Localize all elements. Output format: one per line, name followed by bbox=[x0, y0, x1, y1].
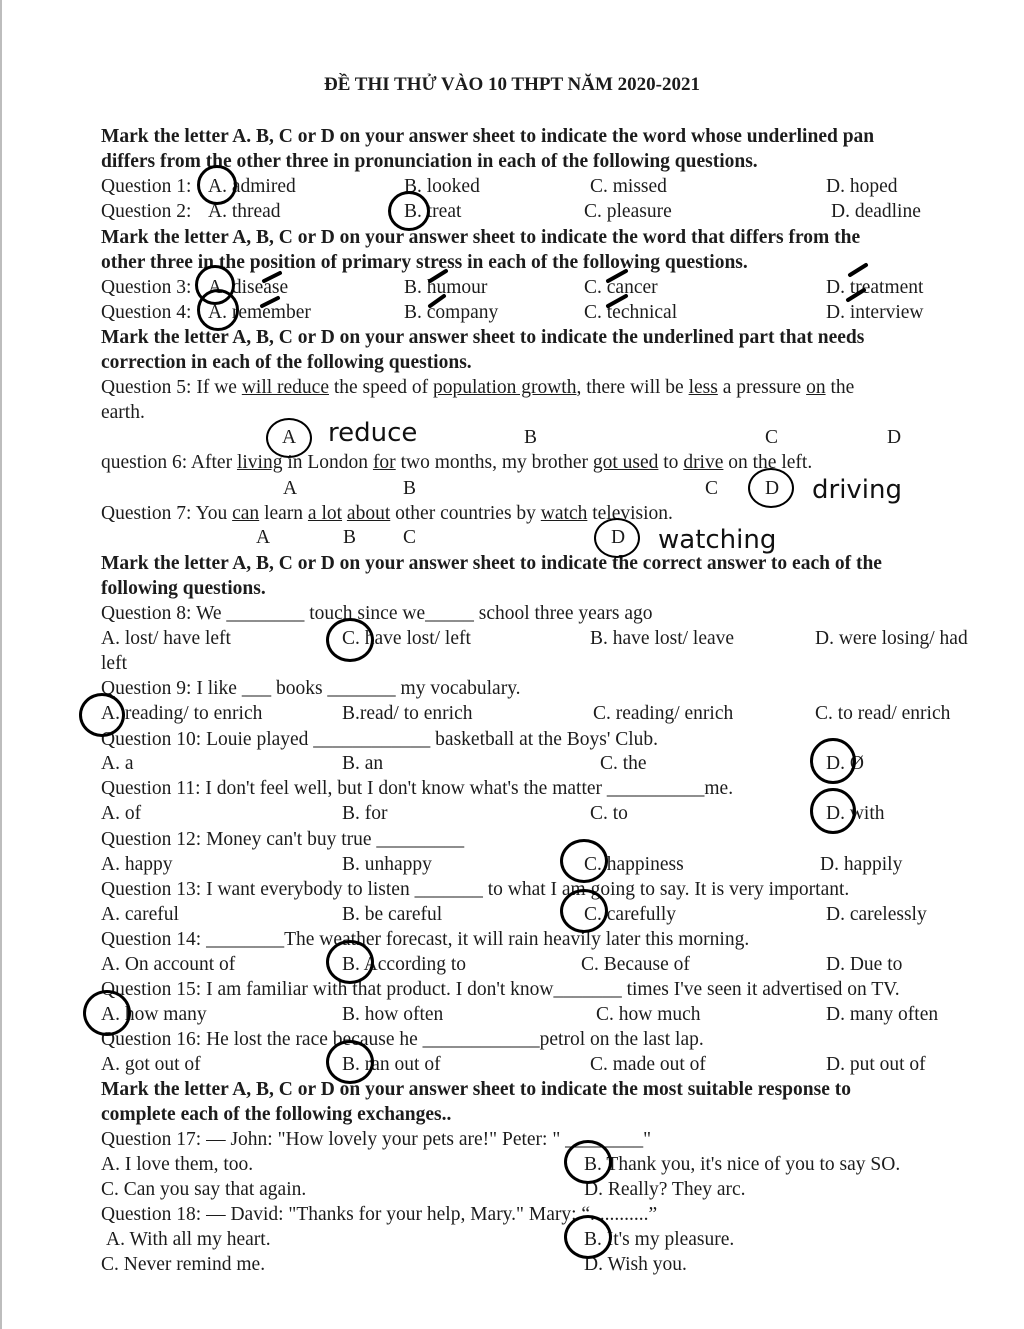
option-a: A. With all my heart. bbox=[106, 1229, 271, 1250]
option-b: B. be careful bbox=[342, 904, 443, 925]
option-b: B. for bbox=[342, 803, 388, 824]
section-instruction: Mark the letter A, B, C or D on your answer sheet to indicate the correct answer to each of the bbox=[101, 553, 882, 574]
option-d: D. put out of bbox=[826, 1054, 926, 1075]
option-a: A. admired bbox=[208, 176, 296, 197]
option-b: B. treat bbox=[404, 201, 462, 222]
option-d: D. interview bbox=[826, 302, 924, 323]
section-instruction: differs from the other three in pronunciation in each of the following questions. bbox=[101, 151, 758, 172]
section-instruction: complete each of the following exchanges.. bbox=[101, 1104, 452, 1125]
question-label: Question 4: bbox=[101, 302, 192, 323]
page-edge bbox=[0, 0, 2, 1329]
option-d: D. hoped bbox=[826, 176, 898, 197]
option-c: C. made out of bbox=[590, 1054, 706, 1075]
option-a: A. remember bbox=[208, 302, 311, 323]
option-b: B. looked bbox=[404, 176, 480, 197]
option-c: C. how much bbox=[596, 1004, 701, 1025]
option-b: B. It's my pleasure. bbox=[584, 1229, 735, 1250]
section-instruction: following questions. bbox=[101, 578, 266, 599]
option-d: C. to read/ enrich bbox=[815, 703, 951, 724]
option-b: B. unhappy bbox=[342, 854, 432, 875]
option-a: A. lost/ have left bbox=[101, 628, 231, 649]
question-stem: Question 9: I like ___ books _______ my vocabulary. bbox=[101, 678, 521, 699]
letter-b: B bbox=[343, 527, 357, 548]
question-label: Question 3: bbox=[101, 277, 192, 298]
option-b: B. have lost/ leave bbox=[590, 628, 735, 649]
section-instruction: Mark the letter A, B, C or D on your answer sheet to indicate the underlined part that needs bbox=[101, 327, 865, 348]
option-d: D. treatment bbox=[826, 277, 924, 298]
option-a: A. I love them, too. bbox=[101, 1154, 254, 1175]
answer-circle-mark bbox=[326, 1040, 374, 1084]
option-d: D. Ø bbox=[826, 753, 864, 774]
answer-circle-mark bbox=[564, 1215, 612, 1259]
option-c: C. pleasure bbox=[584, 201, 672, 222]
answer-circle-mark bbox=[560, 839, 608, 883]
option-b: B. how often bbox=[342, 1004, 444, 1025]
page-title: ĐỀ THI THỬ VÀO 10 THPT NĂM 2020-2021 bbox=[323, 74, 700, 95]
option-b: B. humour bbox=[404, 277, 488, 298]
answer-circle-mark bbox=[564, 1140, 612, 1184]
option-d: D. Wish you. bbox=[584, 1254, 687, 1275]
question-stem: Question 15: I am familiar with that product. I don't know_______ times I've seen it advertised on TV. bbox=[101, 979, 900, 1000]
option-a: A. happy bbox=[101, 854, 173, 875]
letter-c: C bbox=[403, 527, 417, 548]
option-a: A. disease bbox=[208, 277, 289, 298]
option-b: B. an bbox=[342, 753, 384, 774]
handwritten-correction: watching bbox=[658, 525, 777, 555]
option-b: B. Thank you, it's nice of you to say SO. bbox=[584, 1154, 901, 1175]
question-5-sentence: Question 5: If we will reduce the speed of population growth, there will be less a pressure on the bbox=[101, 377, 855, 398]
option-c: C. reading/ enrich bbox=[593, 703, 734, 724]
handwritten-correction: reduce bbox=[328, 418, 418, 448]
option-b: B. ran out of bbox=[342, 1054, 441, 1075]
handwritten-correction: driving bbox=[812, 475, 903, 505]
option-d: D. were losing/ had bbox=[815, 628, 968, 649]
option-c: C. missed bbox=[590, 176, 667, 197]
option-c: C. technical bbox=[584, 302, 678, 323]
option-c: C. Never remind me. bbox=[101, 1254, 266, 1275]
answer-circle-mark bbox=[326, 940, 374, 984]
answer-circle-mark bbox=[79, 693, 125, 737]
option-a: A. thread bbox=[208, 201, 281, 222]
option-c: C. carefully bbox=[584, 904, 677, 925]
option-d: D. with bbox=[826, 803, 885, 824]
option-c: C. Can you say that again. bbox=[101, 1179, 307, 1200]
question-7-sentence: Question 7: You can learn a lot about other countries by watch television. bbox=[101, 503, 673, 524]
question-stem: Question 11: I don't feel well, but I don't know what's the matter __________me. bbox=[101, 778, 734, 799]
letter-b: B bbox=[524, 427, 538, 448]
question-stem: Question 17: — John: "How lovely your pets are!" Peter: " ________" bbox=[101, 1129, 652, 1150]
option-a: A. got out of bbox=[101, 1054, 201, 1075]
option-c: C. happiness bbox=[584, 854, 684, 875]
section-instruction: Mark the letter A. B, C or D on your answer sheet to indicate the word whose underlined pan bbox=[101, 126, 875, 147]
option-a: A. how many bbox=[101, 1004, 207, 1025]
answer-circle-mark bbox=[326, 618, 374, 662]
option-c: C. cancer bbox=[584, 277, 658, 298]
option-d-cont: left bbox=[101, 653, 127, 674]
answer-circle-mark bbox=[748, 468, 794, 508]
answer-circle-mark bbox=[266, 418, 312, 458]
answer-circle-mark bbox=[810, 738, 856, 784]
option-b: B. company bbox=[404, 302, 499, 323]
letter-c: C bbox=[765, 427, 779, 448]
option-a: A. On account of bbox=[101, 954, 236, 975]
option-a: A. a bbox=[101, 753, 134, 774]
option-d: D. happily bbox=[820, 854, 903, 875]
letter-a: A bbox=[256, 527, 271, 548]
option-c: C. Because of bbox=[581, 954, 690, 975]
letter-a: A bbox=[283, 478, 298, 499]
option-d: D. deadline bbox=[831, 201, 921, 222]
question-stem: Question 8: We ________ touch since we_____ school three years ago bbox=[101, 603, 653, 624]
letter-b: B bbox=[403, 478, 417, 499]
option-d: D. Due to bbox=[826, 954, 903, 975]
option-b: B. According to bbox=[342, 954, 467, 975]
question-label: Question 2: bbox=[101, 201, 192, 222]
answer-circle-mark bbox=[197, 289, 239, 331]
option-d: D. many often bbox=[826, 1004, 939, 1025]
answer-circle-mark bbox=[83, 990, 131, 1036]
option-b: B.read/ to enrich bbox=[342, 703, 473, 724]
option-d: D. carelessly bbox=[826, 904, 927, 925]
answer-circle-mark bbox=[388, 191, 430, 231]
question-label: Question 1: bbox=[101, 176, 192, 197]
answer-circle-mark bbox=[197, 165, 237, 205]
question-stem: Question 16: He lost the race because he ____________petrol on the last lap. bbox=[101, 1029, 704, 1050]
letter-d: D bbox=[611, 527, 626, 548]
section-instruction: Mark the letter A, B, C or D on your answer sheet to indicate the word that differs from the bbox=[101, 227, 861, 248]
question-stem: Question 12: Money can't buy true _________ bbox=[101, 829, 465, 850]
option-c: C. the bbox=[600, 753, 647, 774]
letter-d: D bbox=[887, 427, 902, 448]
section-instruction: other three in the position of primary stress in each of the following questions. bbox=[101, 252, 748, 273]
question-stem: Question 14: ________The weather forecast, it will rain heavily later this morning. bbox=[101, 929, 750, 950]
option-d: D. Really? They arc. bbox=[584, 1179, 746, 1200]
answer-circle-mark bbox=[594, 518, 640, 558]
question-6-sentence: question 6: After living in London for two months, my brother got used to drive on the left. bbox=[101, 452, 813, 473]
letter-c: C bbox=[705, 478, 719, 499]
question-5-sentence-cont: earth. bbox=[101, 402, 145, 423]
option-c: C. have lost/ left bbox=[342, 628, 471, 649]
answer-circle-mark bbox=[810, 788, 856, 834]
option-a: A. of bbox=[101, 803, 142, 824]
option-a: A. reading/ to enrich bbox=[101, 703, 263, 724]
question-stem: Question 13: I want everybody to listen _______ to what I am going to say. It is very important. bbox=[101, 879, 850, 900]
letter-d: D bbox=[765, 478, 780, 499]
question-stem: Question 10: Louie played ____________ basketball at the Boys' Club. bbox=[101, 729, 659, 750]
option-a: A. careful bbox=[101, 904, 179, 925]
answer-circle-mark bbox=[560, 889, 608, 933]
letter-a: A bbox=[282, 427, 297, 448]
section-instruction: Mark the letter A, B, C or D on your answer sheet to indicate the most suitable response to bbox=[101, 1079, 851, 1100]
question-stem: Question 18: — David: "Thanks for your help, Mary." Mary: “............” bbox=[101, 1204, 658, 1225]
option-c: C. to bbox=[590, 803, 628, 824]
section-instruction: correction in each of the following questions. bbox=[101, 352, 472, 373]
